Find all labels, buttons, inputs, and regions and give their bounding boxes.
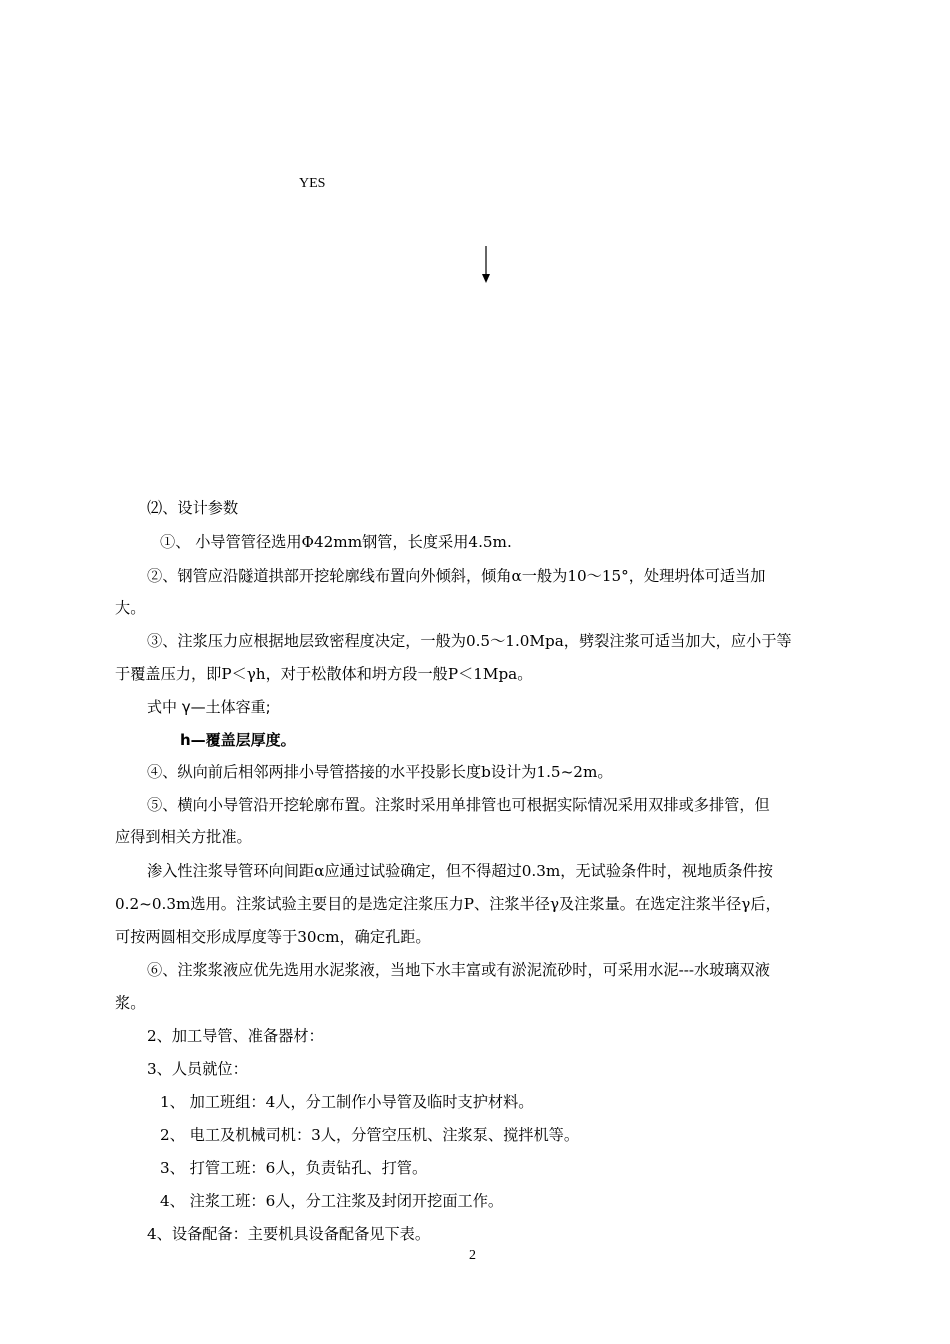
staff-item-2: 2、 电工及机械司机：3人，分管空压机、注浆泵、搅拌机等。	[160, 1126, 580, 1144]
down-arrow-icon	[479, 246, 493, 286]
staff-item-4: 4、 注浆工班：6人，分工注浆及封闭开挖面工作。	[160, 1192, 504, 1210]
section-heading: ⑵、设计参数	[147, 499, 239, 517]
page-number: 2	[469, 1248, 476, 1263]
param-item-3-line-1: ③、注浆压力应根据地层致密程度决定，一般为0.5～1.0Mpa，劈裂注浆可适当加大，应小于等	[147, 632, 792, 650]
param-item-6-line-1: ⑥、注浆浆液应优先选用水泥浆液，当地下水丰富或有淤泥流砂时，可采用水泥---水玻璃双液	[147, 961, 770, 979]
formula-h: h—覆盖层厚度。	[180, 731, 296, 749]
param-item-3-line-2: 于覆盖压力，即P＜γh，对于松散体和坍方段一般P＜1Mpa。	[115, 665, 533, 683]
param-item-1: ①、 小导管管径选用Φ42mm钢管，长度采用4.5m.	[160, 533, 512, 551]
staff-item-3: 3、 打管工班：6人，负责钻孔、打管。	[160, 1159, 428, 1177]
param-item-6-line-2: 浆。	[115, 994, 146, 1012]
param-item-4: ④、纵向前后相邻两排小导管搭接的水平投影长度b设计为1.5~2m。	[147, 763, 613, 781]
step-4: 4、设备配备：主要机具设备配备见下表。	[147, 1225, 431, 1243]
param-item-2-line-2: 大。	[115, 599, 146, 617]
param-item-2-line-1: ②、钢管应沿隧道拱部开挖轮廓线布置向外倾斜，倾角α一般为10～15°，处理坍体可适当加	[147, 567, 766, 585]
paragraph-line-1: 渗入性注浆导管环向间距α应通过试验确定，但不得超过0.3m，无试验条件时，视地质条件按	[147, 862, 773, 880]
paragraph-line-3: 可按两圆相交形成厚度等于30cm，确定孔距。	[115, 928, 431, 946]
flowchart-yes-label: YES	[299, 176, 326, 191]
paragraph-line-2: 0.2~0.3m选用。注浆试验主要目的是选定注浆压力P、注浆半径γ及注浆量。在选定注浆半径γ后，	[115, 895, 781, 913]
param-item-5-line-2: 应得到相关方批准。	[115, 828, 252, 846]
formula-gamma: 式中 γ—土体容重;	[147, 698, 271, 716]
param-item-5-line-1: ⑤、横向小导管沿开挖轮廓布置。注浆时采用单排管也可根据实际情况采用双排或多排管，但	[147, 796, 770, 814]
step-2: 2、加工导管、准备器材：	[147, 1027, 324, 1045]
staff-item-1: 1、 加工班组：4人，分工制作小导管及临时支护材料。	[160, 1093, 534, 1111]
step-3: 3、人员就位：	[147, 1060, 248, 1078]
